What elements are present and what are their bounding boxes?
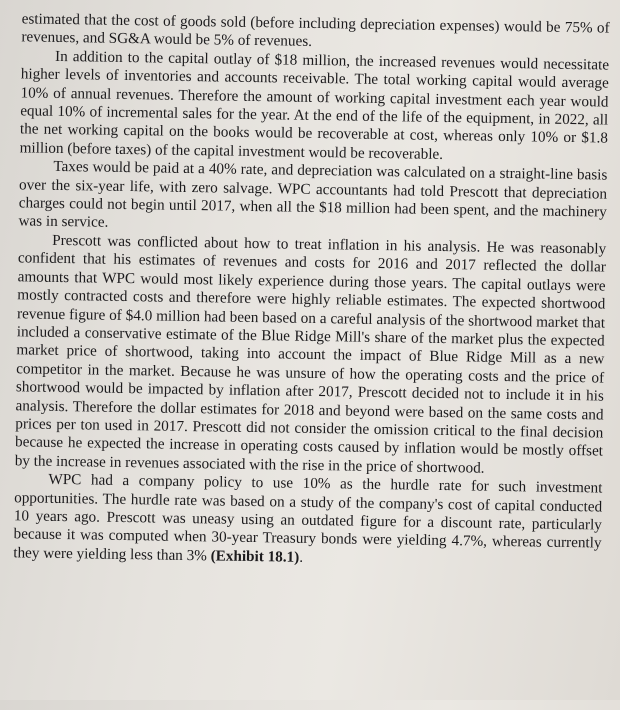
paragraph-cost-estimates: estimated that the cost of goods sold (before including depreciation expenses) would be 75% of revenues, and SG&A would be 5% of revenues. <box>21 10 610 51</box>
paragraph-inflation: Prescott was conflicted about how to treat inflation in his analysis. He was reasonably confident that his estimates of revenues and costs for 2016 and 2017 reflected the dollar amounts that WPC would most likely experience during those years. The capital outlays were mostly contracted costs and therefore were highly reliable estimates. The expected shortwood revenue figure of $4.0 million had been based on a careful analysis of the shortwood market that included a conservative estimate of the Blue Ridge Mill's share of the market plus the expected market price of shortwood, taking into account the impact of Blue Ridge Mill as a new competitor in the market. Because he was unsure of how the operating costs and the price of shortwood would be impacted by inflation after 2017, Prescott decided not to include it in his analysis. Therefore the dollar estimates for 2018 and beyond were based on the same costs and prices per ton used in 2017. Prescott did not consider the omission critical to the final decision because he expected the increase in operating costs caused by inflation would be mostly offset by the increase in revenues associated with the rise in the price of shortwood. <box>14 231 607 477</box>
exhibit-reference[interactable]: (Exhibit 18.1) <box>210 547 300 566</box>
paragraph-hurdle-rate <box>13 470 602 571</box>
paragraph-hurdle-rate-text: WPC had a company policy to use 10% as the hurdle rate for such investment opportunities. The hurdle rate was based on a study of the company's cost of capital conducted 10 years ago. Prescott was uneasy using an outdated figure for a discount rate, particularly because it was computed when 30-year Treasury bonds were yielding 4.7%, whereas currently they were yielding less than 3% <box>13 470 603 565</box>
paragraph-working-capital: In addition to the capital outlay of $18 million, the increased revenues would necessitate higher levels of inventories and accounts receivable. The total working capital would average 10% of annual revenues. Therefore the amount of working capital investment each year would equal 10% of incremental sales for the year. At the end of the life of the equipment, in 2022, all the net working capital on the books would be recoverable at cost, whereas only 10% or $1.8 million (before taxes) of the capital investment would be recoverable. <box>19 47 610 163</box>
paragraph-end-punctuation: . <box>299 548 304 566</box>
paragraph-taxes-depreciation: Taxes would be paid at a 40% rate, and depreciation was calculated on a straight-line basis over the six-year life, with zero salvage. WPC accountants had told Prescott that depreciation charges could not begin until 2017, when all the $18 million had been spent, and the machinery was in service. <box>18 158 608 232</box>
